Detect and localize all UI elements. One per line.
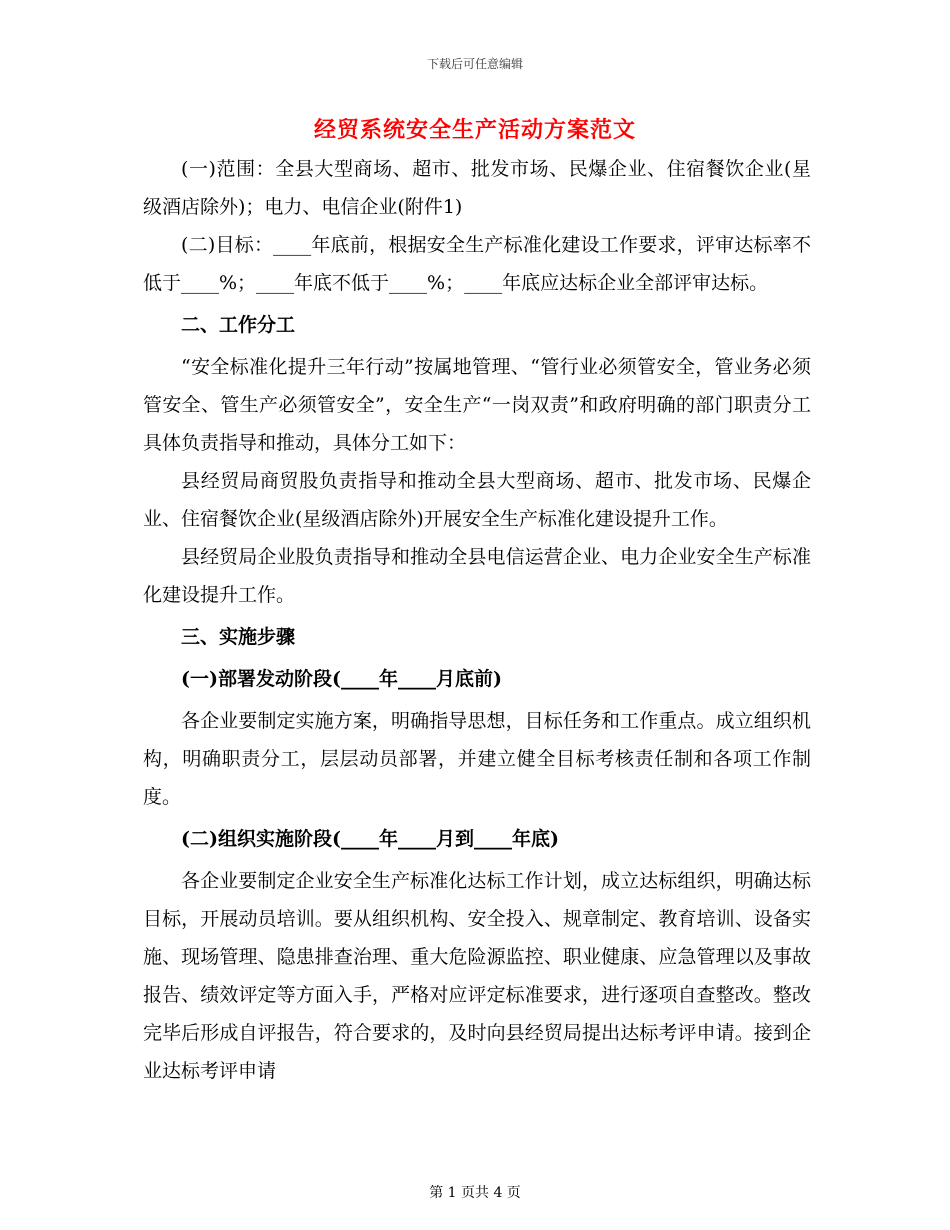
paragraph-deployment: 各企业要制定实施方案，明确指导思想，目标任务和工作重点。成立组织机构，明确职责分工，层层动员部署，并建立健全目标考核责任制和各项工作制度。	[143, 710, 811, 808]
page-footer: 第 1 页共 4 页	[429, 1185, 521, 1201]
document-title: 经贸系统安全生产活动方案范文	[313, 117, 636, 143]
paragraph-commerce-section: 县经贸局商贸股负责指导和推动全县大型商场、超市、批发市场、民爆企业、住宿餐饮企业(星级酒店除外)开展安全生产标准化建设提升工作。	[143, 470, 811, 530]
paragraph-scope: (一)范围：全县大型商场、超市、批发市场、民爆企业、住宿餐饮企业(星级酒店除外)；电力、电信企业(附件1)	[143, 158, 811, 218]
document-body	[143, 150, 811, 1090]
subheading-deployment-stage: (一)部署发动阶段(____年____月底前)	[181, 668, 502, 690]
paragraph-goal: (二)目标：____年底前，根据安全生产标准化建设工作要求，评审达标率不低于____%；____年底不低于____%；____年底应达标企业全部评审达标。	[143, 234, 811, 294]
header-note: 下载后可任意编辑	[426, 57, 523, 71]
paragraph-enterprise-section: 县经贸局企业股负责指导和推动全县电信运营企业、电力企业安全生产标准化建设提升工作。	[143, 546, 811, 606]
paragraph-division-intro: “安全标准化提升三年行动”按属地管理、“管行业必须管安全，管业务必须管安全、管生产必须管安全”，安全生产“一岗双责”和政府明确的部门职责分工具体负责指导和推动，具体分工如下：	[143, 356, 811, 454]
subheading-implementation-stage: (二)组织实施阶段(____年____月到____年底)	[181, 828, 559, 850]
section-heading-steps: 三、实施步骤	[181, 626, 296, 648]
paragraph-implementation: 各企业要制定企业安全生产标准化达标工作计划，成立达标组织，明确达标目标，开展动员培训。要从组织机构、安全投入、规章制定、教育培训、设备实施、现场管理、隐患排查治理、重大危险源监控、职业健康、应急管理以及事故报告、绩效评定等方面入手，严格对应评定标准要求，进行逐项自查整改。整改完毕后形成自评报告，符合要求的，及时向县经贸局提出达标考评申请。接到企业达标考评申请	[143, 870, 811, 1082]
section-heading-division: 二、工作分工	[181, 314, 296, 336]
